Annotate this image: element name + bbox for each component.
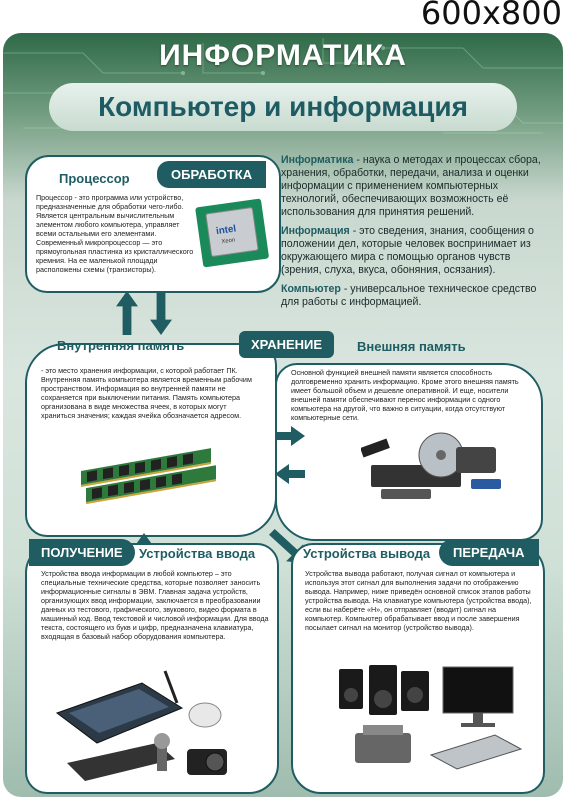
chip-brand-label: intel (215, 223, 237, 238)
output-tag: ПЕРЕДАЧА (439, 539, 539, 566)
cpu-chip-image (193, 193, 271, 271)
input-devices-text: Устройства ввода информации в любой компьютер – это специальные технические средства, которые позволяет заносить информационные сигналы в ЭВМ. Главная задача устройств, организующих ввод информации, заключается в преобразовании данных из тестового, графического, звукового, видео формата в машинный код. Ввод текстовой и числовой информации. Для ввода текста, состоящего из букв и цифр, предназначена клавиатура, входящая в базовый набор оборудования компьютера. (41, 569, 269, 641)
subtitle: Компьютер и информация (98, 91, 468, 122)
main-title: ИНФОРМАТИКА (159, 39, 407, 72)
definition-computer: Компьютер - универсальное техническое средство для работы с информацией. (281, 283, 537, 308)
definition-information: Информация - это сведения, знания, сообщения о положении дел, которые человек воспринимает из окружающего мира с помощью органов чувств (зрения, слуха, вкуса, обоняния, осязания). (281, 225, 534, 276)
arrow-left-icon (275, 464, 305, 484)
storage-devices-image (361, 425, 511, 505)
internal-memory-text: - это место хранения информации, с которой работает ПК. Внутренняя память компьютера является временным рабочим пространством. Информация во внутренней памяти не сохраняется при выключении питания. Память компьютера организована в виде множества ячеек, в которых могут храниться значения; каждая ячейка обозначается адресом. (41, 366, 252, 420)
definition-informatics: Информатика - наука о методах и процессах сбора, хранения, обработки, передачи, анализа и оценки информации с применением компьютерных технологий, обеспечивающих возможность её использования для принятия решений. (281, 154, 541, 218)
output-devices-image (335, 665, 535, 775)
storage-tag: ХРАНЕНИЕ (239, 331, 334, 358)
arrow-up-icon (116, 291, 138, 335)
input-devices-title: Устройства ввода (139, 546, 256, 561)
external-memory-title: Внешняя память (357, 339, 466, 354)
poster (3, 33, 563, 797)
output-devices-title: Устройства вывода (303, 546, 431, 561)
input-tag: ПОЛУЧЕНИЕ (29, 539, 135, 566)
processing-tag: ОБРАБОТКА (157, 161, 266, 188)
arrow-down-icon (150, 291, 172, 335)
ram-modules-image (81, 441, 221, 511)
size-label: 600x800 (420, 0, 562, 32)
processor-text: Процессор - это программа или устройство, предназначенные для обработки чего-либо. Является центральным вычислительным элементом любого компьютера, управляет всеми остальными его элементами. Современный микропроцессор — это прямоугольная пластинка из кристаллического кремния. На ее маленькой площади расположены схемы (транзисторы). (36, 193, 194, 274)
processor-title: Процессор (59, 171, 130, 186)
external-memory-text: Основной функцией внешней памяти является способность долговременно хранить информацию. Кроме этого внешняя память имеет большой объем и дешевле оперативной. И еще, носители внешней памяти обеспечивают перенос информации с одного компьютера на другой, что важно в ситуации, когда отсутствуют компьютерные сети. (291, 368, 519, 422)
internal-memory-title: Внутренняя память (57, 338, 185, 353)
definitions-block (281, 154, 551, 315)
chip-model-label: Xeon (221, 237, 236, 246)
input-devices-image (47, 663, 247, 783)
output-devices-text: Устройства вывода работают, получая сигнал от компьютера и используя этот сигнал для выполнения задачи по отображению вывода. Например, ниже приведён основной список этапов работы устройства вывода. На клавиатуре компьютера (устройства ввода), если вы наберёте «Н», он отправляет (вводит) сигнал на компьютер. Компьютер обрабатывает ввод и после завершения посылает сигнал на монитор (устройство вывода). (305, 569, 532, 632)
arrow-right-icon (275, 426, 305, 446)
